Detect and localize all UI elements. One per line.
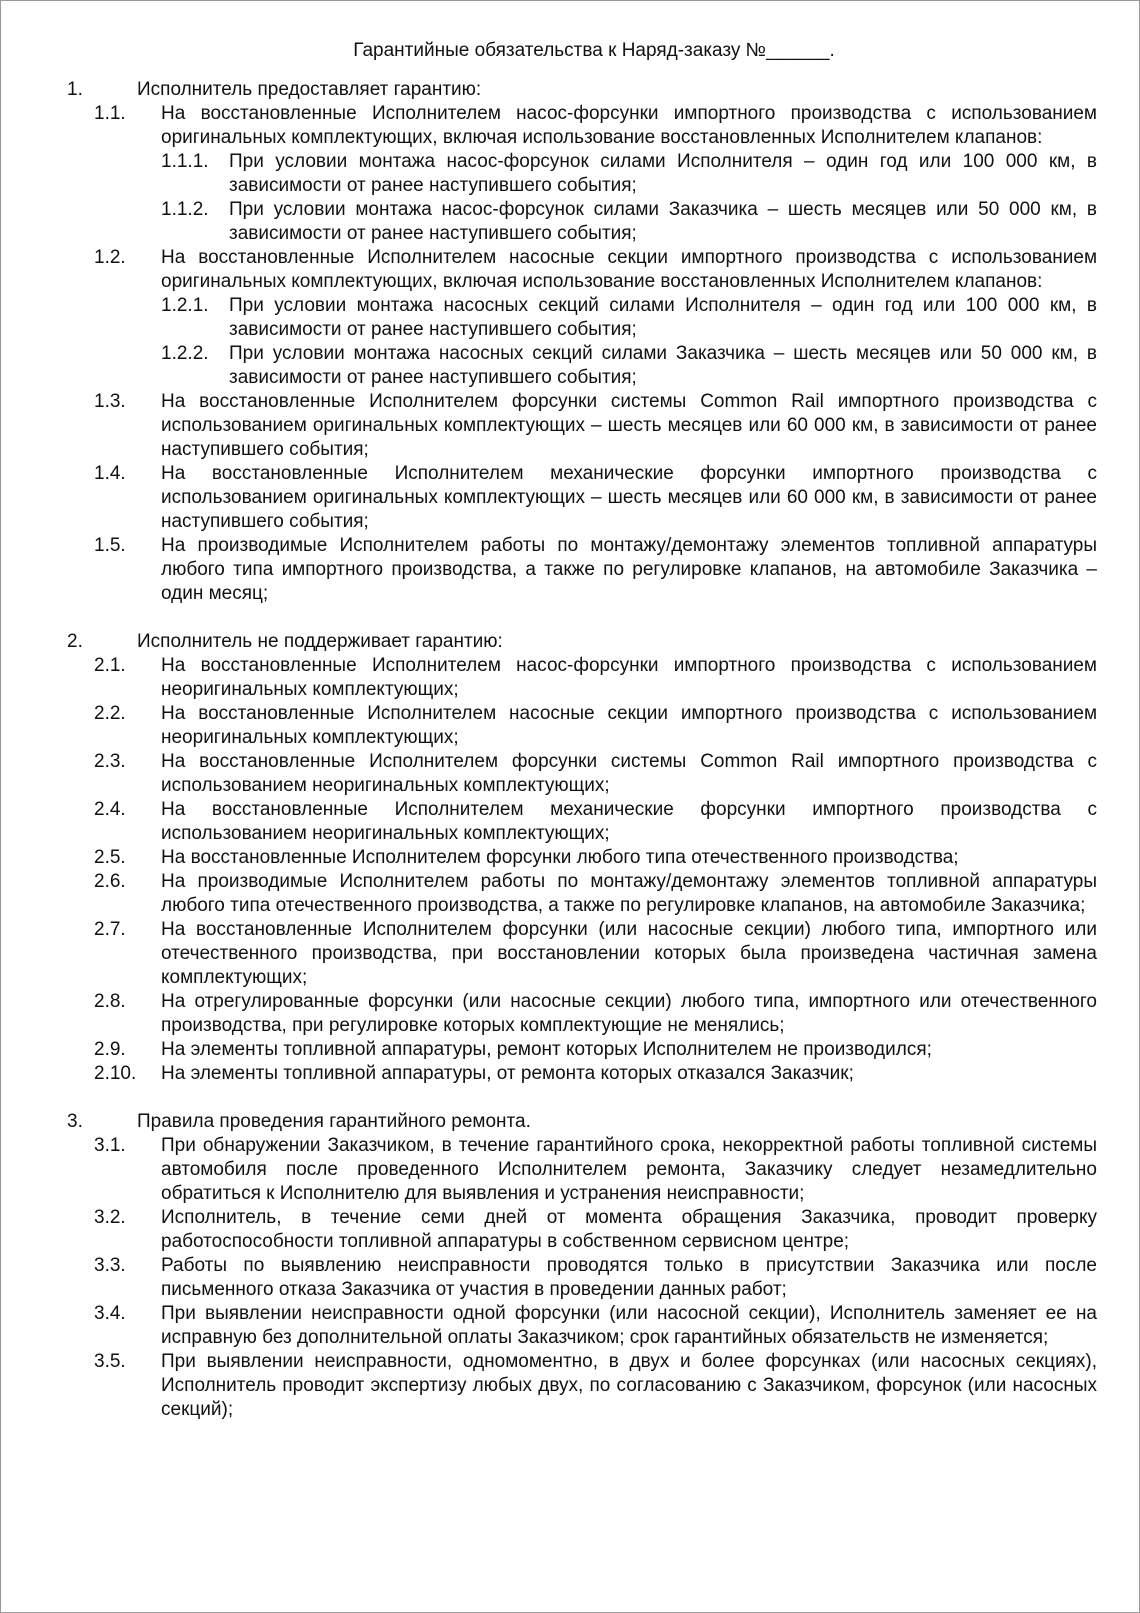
sub-list-item <box>67 198 1097 246</box>
section-number: 3. <box>67 1111 83 1132</box>
list-item <box>67 918 1097 990</box>
item-number: 2.5. <box>94 847 126 868</box>
item-number: 2.1. <box>94 655 126 676</box>
list-item <box>67 870 1097 918</box>
section-2 <box>67 630 1097 1086</box>
item-number: 2.7. <box>94 919 126 940</box>
item-number: 1.2. <box>94 247 126 268</box>
item-number: 3.5. <box>94 1351 126 1372</box>
item-text: На элементы топливной аппаратуры, от ремонта которых отказался Заказчик; <box>161 1063 854 1084</box>
list-item <box>67 1206 1097 1254</box>
subitem-number: 1.2.2. <box>161 343 209 364</box>
item-text: На восстановленные Исполнителем форсунки (или насосные секции) любого типа, импортного или отечественного производства, при восстановлении которых была произведена частичная замена комплектующих; <box>161 919 1097 988</box>
sub-list-item <box>67 342 1097 390</box>
list-item <box>67 846 1097 870</box>
document-title: Гарантийные обязательства к Наряд-заказу №______. <box>353 40 835 61</box>
list-item <box>67 702 1097 750</box>
item-text: При выявлении неисправности, одномоментно, в двух и более форсунках (или насосных секциях), Исполнитель проводит экспертизу любых двух, по согласованию с Заказчиком, форсунок (или насосных секций); <box>161 1351 1097 1420</box>
item-text: На восстановленные Исполнителем насосные секции импортного производства с использованием неоригинальных комплектующих; <box>161 703 1097 748</box>
item-number: 2.3. <box>94 751 126 772</box>
list-item <box>67 798 1097 846</box>
item-number: 2.2. <box>94 703 126 724</box>
item-number: 3.1. <box>94 1135 126 1156</box>
subitem-number: 1.1.1. <box>161 151 209 172</box>
item-number: 2.10. <box>94 1063 137 1084</box>
section-heading <box>67 1110 1097 1134</box>
item-text: На элементы топливной аппаратуры, ремонт которых Исполнителем не производился; <box>161 1039 932 1060</box>
list-item <box>67 246 1097 294</box>
subitem-number: 1.1.2. <box>161 199 209 220</box>
list-item <box>67 1062 1097 1086</box>
list-item <box>67 1134 1097 1206</box>
subitem-text: При условии монтажа насосных секций силами Заказчика – шесть месяцев или 50 000 км, в зависимости от ранее наступившего события; <box>229 343 1097 388</box>
section-3 <box>67 1110 1097 1422</box>
item-number: 3.2. <box>94 1207 126 1228</box>
subitem-text: При условии монтажа насос-форсунок силами Заказчика – шесть месяцев или 50 000 км, в зависимости от ранее наступившего события; <box>229 199 1097 244</box>
subitem-text: При условии монтажа насосных секций силами Исполнителя – один год или 100 000 км, в зависимости от ранее наступившего события; <box>229 295 1097 340</box>
item-text: На восстановленные Исполнителем механические форсунки импортного производства с использованием неоригинальных комплектующих; <box>161 799 1097 844</box>
subitem-number: 1.2.1. <box>161 295 209 316</box>
item-number: 1.1. <box>94 103 126 124</box>
list-item <box>67 462 1097 534</box>
item-text: Исполнитель, в течение семи дней от момента обращения Заказчика, проводит проверку работоспособности топливной аппаратуры в собственном сервисном центре; <box>161 1207 1097 1252</box>
section-heading <box>67 630 1097 654</box>
list-item <box>67 1038 1097 1062</box>
section-number: 2. <box>67 631 83 652</box>
item-text: На производимые Исполнителем работы по монтажу/демонтажу элементов топливной аппаратуры любого типа импортного производства, а также по регулировке клапанов, на автомобиле Заказчика – один месяц; <box>161 535 1097 604</box>
item-number: 1.3. <box>94 391 126 412</box>
list-item <box>67 102 1097 150</box>
item-number: 2.4. <box>94 799 126 820</box>
item-number: 2.8. <box>94 991 126 1012</box>
item-text: На восстановленные Исполнителем форсунки системы Common Rail импортного производства с использованием оригинальных комплектующих – шесть месяцев или 60 000 км, в зависимости от ранее наступившего события; <box>161 391 1097 460</box>
list-item <box>67 390 1097 462</box>
item-text: На производимые Исполнителем работы по монтажу/демонтажу элементов топливной аппаратуры любого типа отечественного производства, а также по регулировке клапанов, на автомобиле Заказчика; <box>161 871 1097 916</box>
item-text: На отрегулированные форсунки (или насосные секции) любого типа, импортного или отечественного производства, при регулировке которых комплектующие не менялись; <box>161 991 1097 1036</box>
item-number: 2.6. <box>94 871 126 892</box>
item-text: На восстановленные Исполнителем форсунки любого типа отечественного производства; <box>161 847 959 868</box>
list-item <box>67 534 1097 606</box>
list-item <box>67 750 1097 798</box>
sub-list-item <box>67 294 1097 342</box>
item-text: На восстановленные Исполнителем форсунки системы Common Rail импортного производства с использованием неоригинальных комплектующих; <box>161 751 1097 796</box>
list-item <box>67 654 1097 702</box>
section-title: Правила проведения гарантийного ремонта. <box>137 1111 531 1132</box>
list-item <box>67 990 1097 1038</box>
item-number: 1.4. <box>94 463 126 484</box>
list-item <box>67 1302 1097 1350</box>
item-text: На восстановленные Исполнителем насос-форсунки импортного производства с использованием оригинальных комплектующих, включая использование восстановленных Исполнителем клапанов: <box>161 103 1097 148</box>
item-number: 2.9. <box>94 1039 126 1060</box>
list-item <box>67 1254 1097 1302</box>
subitem-text: При условии монтажа насос-форсунок силами Исполнителя – один год или 100 000 км, в зависимости от ранее наступившего события; <box>229 151 1097 196</box>
item-text: При обнаружении Заказчиком, в течение гарантийного срока, некорректной работы топливной системы автомобиля после проведенного Исполнителем ремонта, Заказчику следует незамедлительно обратиться к Исполнителю для выявления и устранения неисправности; <box>161 1135 1097 1204</box>
item-text: На восстановленные Исполнителем механические форсунки импортного производства с использованием оригинальных комплектующих – шесть месяцев или 60 000 км, в зависимости от ранее наступившего события; <box>161 463 1097 532</box>
section-heading <box>67 78 1097 102</box>
item-text: На восстановленные Исполнителем насосные секции импортного производства с использованием оригинальных комплектующих, включая использование восстановленных Исполнителем клапанов: <box>161 247 1097 292</box>
item-text: Работы по выявлению неисправности проводятся только в присутствии Заказчика или после письменного отказа Заказчика от участия в проведении данных работ; <box>161 1255 1097 1300</box>
item-number: 1.5. <box>94 535 126 556</box>
section-title: Исполнитель не поддерживает гарантию: <box>137 631 503 652</box>
item-number: 3.3. <box>94 1255 126 1276</box>
list-item <box>67 1350 1097 1422</box>
sub-list-item <box>67 150 1097 198</box>
section-title: Исполнитель предоставляет гарантию: <box>137 79 482 100</box>
section-1 <box>67 78 1097 606</box>
item-number: 3.4. <box>94 1303 126 1324</box>
item-text: При выявлении неисправности одной форсунки (или насосной секции), Исполнитель заменяет ее на исправную без дополнительной оплаты Заказчиком; срок гарантийных обязательств не изменяется; <box>161 1303 1097 1348</box>
section-number: 1. <box>67 79 83 100</box>
item-text: На восстановленные Исполнителем насос-форсунки импортного производства с использованием неоригинальных комплектующих; <box>161 655 1097 700</box>
